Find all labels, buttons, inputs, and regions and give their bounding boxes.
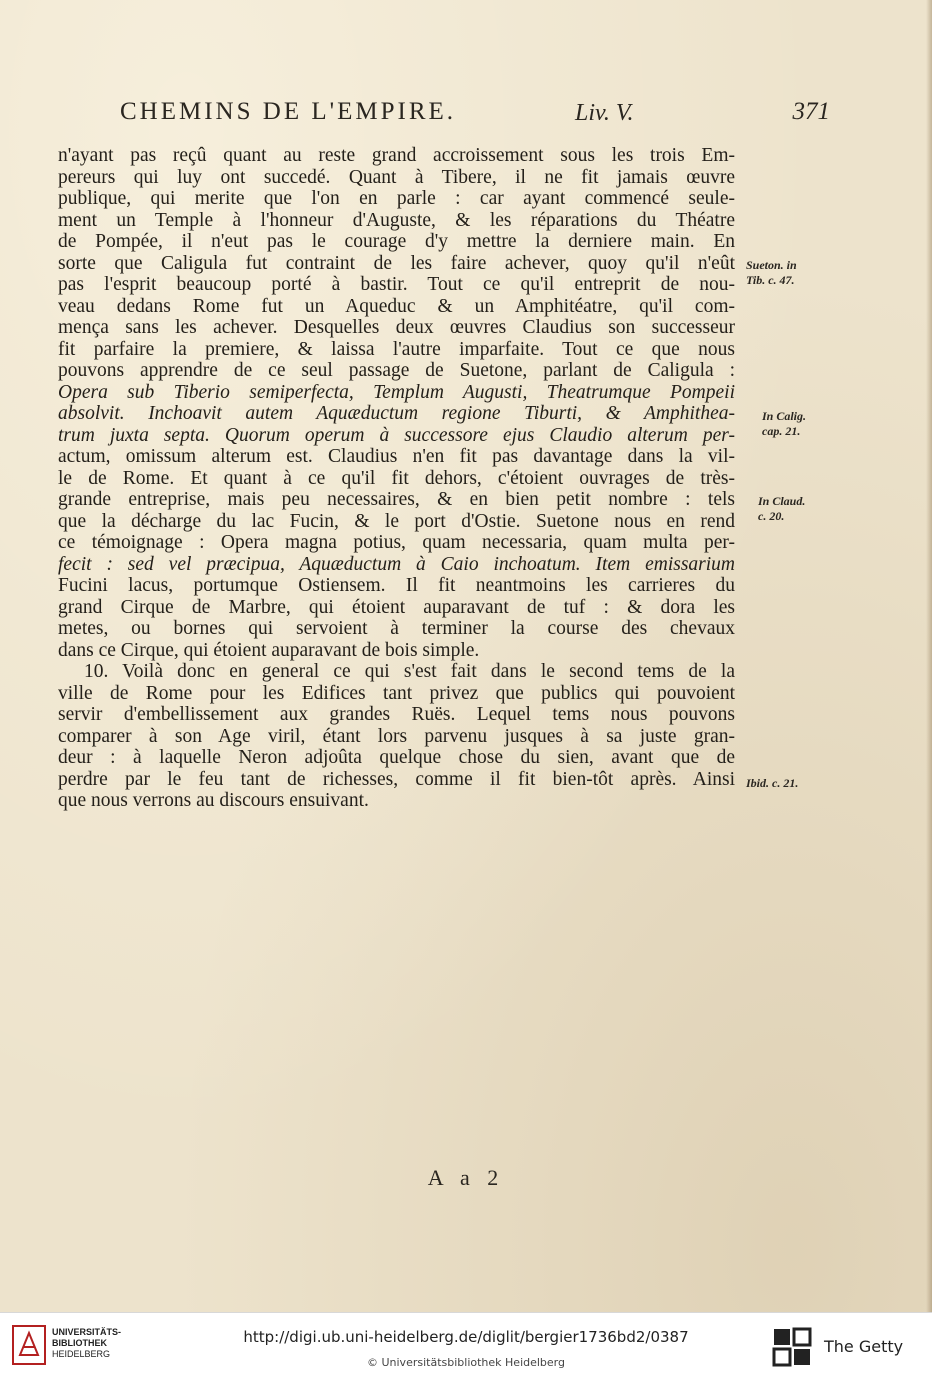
text-line: comparer à son Age viril, étant lors parvenu jusques à sa juste gran- [58,725,735,747]
text-line: fecit : sed vel præcipua, Aquæductum à Caio inchoatum. Item emissarium [58,553,735,575]
text-line: grand Cirque de Marbre, qui étoient auparavant de tuf : & dora les [58,596,735,618]
running-head [120,98,830,134]
text-line: n'ayant pas reçû quant au reste grand accroissement sous les trois Em- [58,145,735,166]
running-head-title: CHEMINS DE L'EMPIRE. [120,98,457,125]
text-line: ville de Rome pour les Edifices tant privez que publics qui pouvoient [58,682,735,704]
margin-note [746,776,798,791]
body-text [58,145,735,812]
text-line: deur : à laquelle Neron adjoûta quelque chose du sien, avant que de [58,747,735,768]
text-line: de Pompée, il n'eut pas le courage d'y mettre la derniere main. En [58,231,735,252]
library-logo-line: BIBLIOTHEK [52,1338,107,1348]
text-line: dans ce Cirque, qui étoient auparavant de bois simple. [58,639,480,661]
getty-grid-icon [772,1327,812,1367]
text-line: Opera sub Tiberio semiperfecta, Templum Augusti, Theatrumque Pompeii [58,381,735,403]
partner-logo[interactable] [772,1327,922,1371]
text-line: pouvons apprendre de ce seul passage de Suetone, parlant de Caligula : [58,360,735,381]
running-head-book: Liv. V. [575,100,634,126]
text-line: perdre par le feu tant de richesses, comme il fit bien-tôt après. Ainsi [58,768,735,790]
margin-note-line: In Calig. [762,409,807,423]
copyright-notice: © Universitätsbibliothek Heidelberg [366,1356,565,1369]
partner-name: The Getty [824,1337,904,1356]
text-line: metes, ou bornes qui servoient à terminer la course des chevaux [58,618,735,639]
text-line: veau dedans Rome fut un Aqueduc & un Amphitéatre, qu'il com- [58,295,735,317]
margin-note-line: c. 20. [758,509,785,523]
viewer-footer [0,1312,932,1384]
permalink-url[interactable]: http://digi.ub.uni-heidelberg.de/diglit/bergier1736bd2/0387 [243,1328,689,1346]
text-line: sorte que Caligula fut contraint de les faire achever, quoy qu'il n'eût [58,252,735,274]
text-line: publique, qui merite que l'on en parle : car ayant commencé seule- [58,188,735,209]
page-number: 371 [792,98,830,125]
text-line: que nous verrons au discours ensuivant. [58,790,369,811]
margin-note-line: Sueton. in [746,258,797,272]
text-line: grande entreprise, mais peu necessaires, & en bien petit nombre : tels [58,489,735,510]
text-line: absolvit. Inchoavit autem Aquæductum regione Tiburti, & Amphithea- [58,403,735,424]
text-line: mença sans les achever. Desquelles deux œuvres Claudius son successeur [58,317,735,338]
library-logo-line: HEIDELBERG [52,1349,111,1359]
text-line: ment un Temple à l'honneur d'Auguste, & les réparations du Théatre [58,209,735,231]
text-line: 10. Voilà donc en general ce qui s'est fait dans le second tems de la [84,661,735,682]
text-line: trum juxta septa. Quorum operum à successore ejus Claudio alterum per- [58,424,735,446]
text-line: actum, omissum alterum est. Claudius n'en fit pas davantage dans la vil- [58,446,735,467]
margin-note [746,258,797,288]
signature-mark: A a 2 [427,1165,505,1190]
library-logo-line: UNIVERSITÄTS- [52,1327,122,1337]
margin-note-line: In Claud. [758,494,806,508]
margin-note-line: cap. 21. [762,424,801,438]
text-line: ce témoignage : Opera magna potius, quam necessaria, quam multa per- [58,532,735,553]
text-line: le de Rome. Et quant à ce qu'il fit dehors, c'étoient ouvrages de très- [58,467,735,489]
margin-note-line: Tib. c. 47. [746,273,795,287]
margin-note-line: Ibid. c. 21. [746,776,799,790]
text-line: pas l'esprit beaucoup porté à bastir. Tout ce qu'il entreprit de nou- [58,274,735,295]
text-line: que la décharge du lac Fucin, & le port d'Ostie. Suetone nous en rend [58,510,735,532]
text-line: Fucini lacus, portumque Ostiensem. Il fit neantmoins les carrieres du [58,575,735,596]
margin-note [762,409,806,439]
text-line: fit parfaire la premiere, & laissa l'autre imparfaite. Tout ce que nous [58,338,735,360]
text-line: pereurs qui luy ont succedé. Quant à Tibere, il ne fit jamais œuvre [58,166,735,188]
margin-note [758,494,805,524]
text-line: servir d'embellissement aux grandes Ruës. Lequel tems nous pouvons [58,704,735,725]
